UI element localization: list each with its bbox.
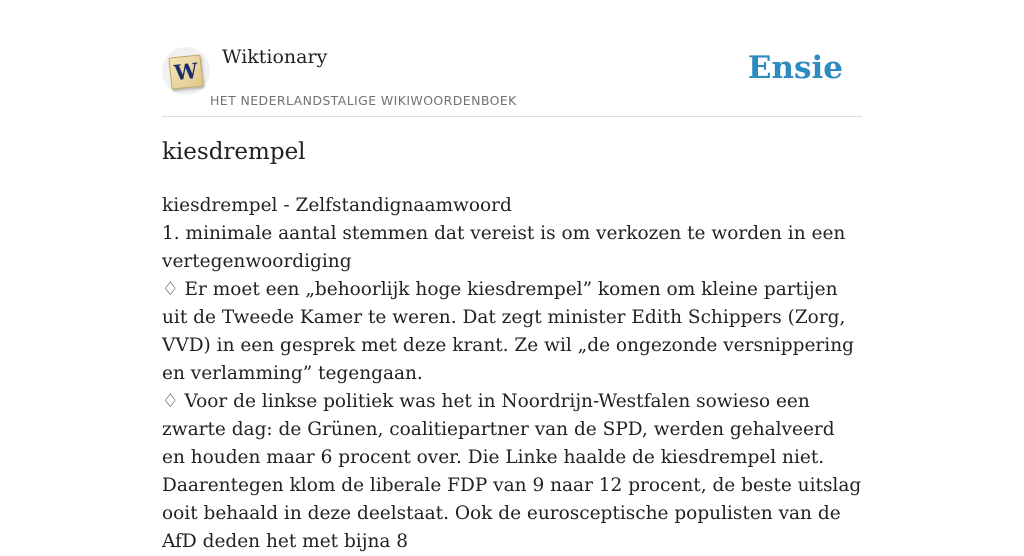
site-header xyxy=(162,0,862,117)
entry-content xyxy=(162,192,862,556)
logo-tile-icon: W xyxy=(168,54,203,89)
definition: 1. minimale aantal stemmen dat vereist is om verkozen te worden in een vertegenwoordiging xyxy=(162,223,846,272)
site-tagline: HET NEDERLANDSTALIGE WIKIWOORDENBOEK xyxy=(210,93,517,108)
page-title: kiesdrempel xyxy=(162,139,306,165)
site-name[interactable]: Wiktionary xyxy=(222,46,328,68)
headword-line: kiesdrempel - Zelfstandignaamwoord xyxy=(162,195,512,216)
ensie-brand-logo[interactable]: Ensie xyxy=(747,50,843,86)
example-sentence: ♢ Er moet een „behoorlijk hoge kiesdrempel” komen om kleine partijen uit de Tweede Kamer te weren. Dat zegt minister Edith Schippers (Zorg, VVD) in een gesprek met deze krant. Ze wil „de ongezonde versnippering en verlamming” tegengaan. xyxy=(162,279,854,384)
wiktionary-logo[interactable] xyxy=(162,47,210,95)
example-sentence: ♢ Voor de linkse politiek was het in Noordrijn-Westfalen sowieso een zwarte dag: de Grünen, coalitiepartner van de SPD, werden gehalveerd en houden maar 6 procent over. Die Linke haalde de kiesdrempel niet. Daarentegen klom de liberale FDP van 9 naar 12 procent, de beste uitslag ooit behaald in deze deelstaat. Ook de eurosceptische populisten van de AfD deden het met bijna 8 xyxy=(162,391,862,552)
